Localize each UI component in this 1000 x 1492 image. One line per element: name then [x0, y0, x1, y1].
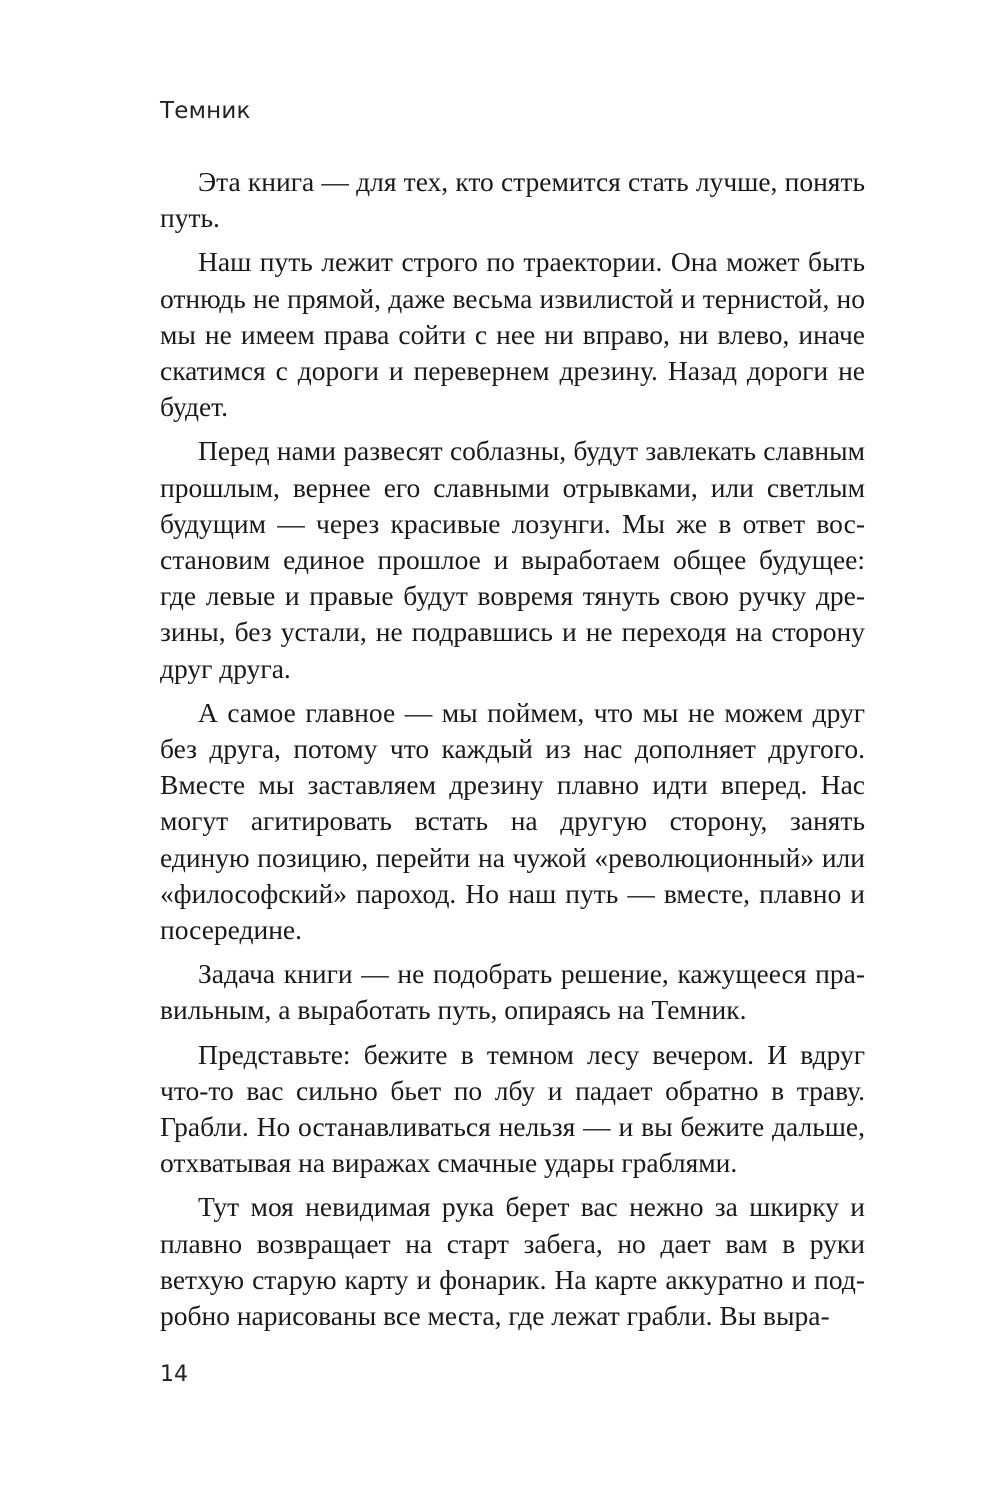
paragraph: А самое главное — мы поймем, что мы не можем друг без друга, потому что каждый из нас дополняет другого. Вместе мы заставляем дрезину плавно идти вперед. Нас могут агитировать встать на другую сторону, занять единую позицию, перейти на чужой «революционный» или «философский» пароход. Но наш путь — вместе, плавно и посередине.	[160, 696, 865, 946]
paragraph: Наш путь лежит строго по траектории. Она может быть отнюдь не прямой, даже весьма извилистой и тернистой, но мы не имеем права сойти с нее ни вправо, ни влево, иначе скатимся с дороги и перевернем дрезину. Назад дороги не будет.	[160, 246, 865, 423]
page-body	[160, 164, 865, 1342]
running-title: Темник	[160, 98, 251, 124]
paragraph: Эта книга — для тех, кто стремится стать лучше, понять путь.	[160, 166, 865, 234]
paragraph: Представьте: бежите в темном лесу вечером. И вдруг что-то вас сильно бьет по лбу и падает обратно в траву. Грабли. Но останавливаться нельзя — и вы бежите дальше, отхватывая на виражах смачные удары граблями.	[160, 1038, 865, 1179]
paragraph: Задача книги — не подобрать решение, кажущееся правильным, а выработать путь, опираясь на Темник.	[160, 958, 865, 1026]
page-number: 14	[160, 1362, 188, 1387]
paragraph: Перед нами развесят соблазны, будут завлекать славным прошлым, вернее его славными отрывками, или светлым будущим — через красивые лозунги. Мы же в ответ восстановим единое прошлое и выработаем общее будущее: где левые и правые будут вовремя тянуть свою ручку дрезины, без устали, не подравшись и не переходя на сторону друг друга.	[160, 435, 865, 684]
paragraph: Тут моя невидимая рука берет вас нежно за шкирку и плавно возвращает на старт забега, но дает вам в руки ветхую старую карту и фонарик. На карте аккуратно и подробно нарисованы все места, где лежат грабли. Вы выра-	[160, 1191, 865, 1332]
